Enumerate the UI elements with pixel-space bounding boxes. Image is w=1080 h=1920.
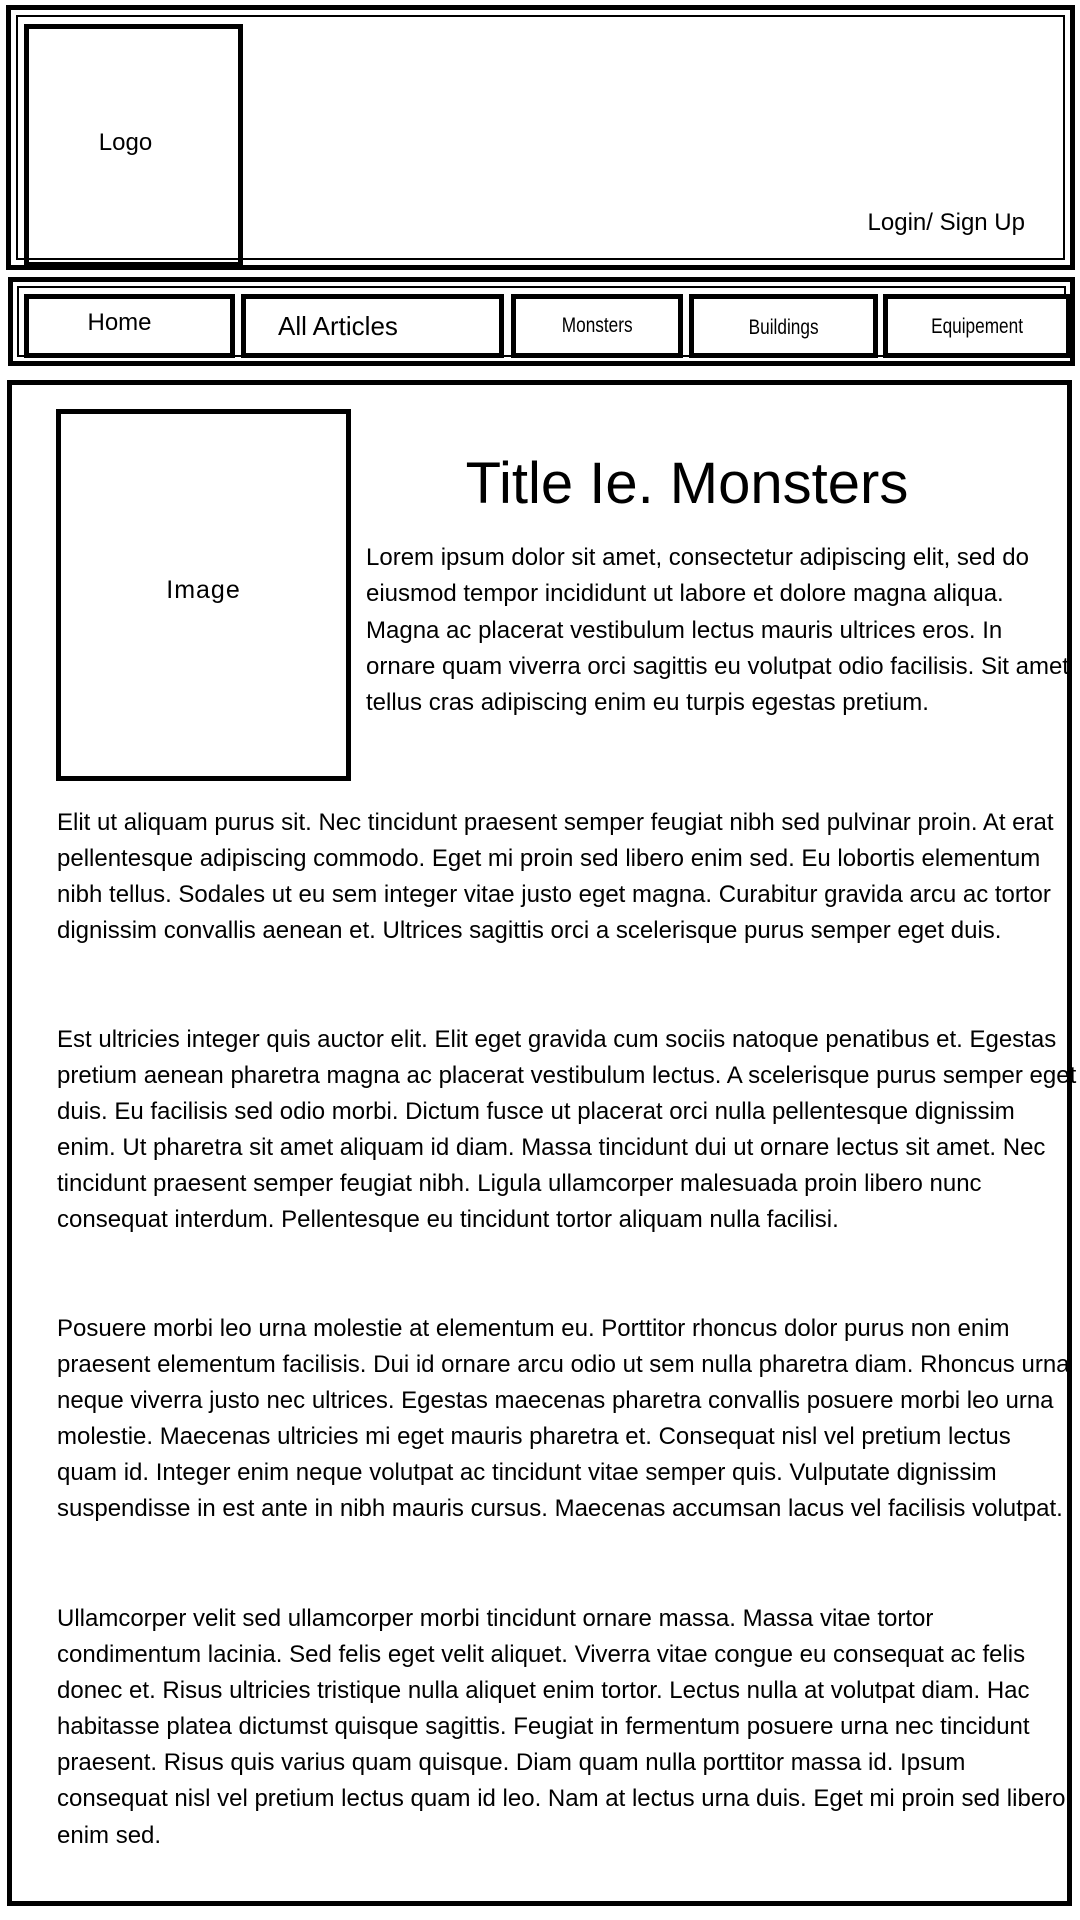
site-header-inner <box>16 15 1065 260</box>
article-intro: Lorem ipsum dolor sit amet, consectetur adipiscing elit, sed do eiusmod tempor incididunt ut labore et dolore magna aliqua. Magna ac placerat vestibulum lectus mauris ultrices eros. In ornare quam viverra orci sagittis eu volutpat odio facilisis. Sit amet tellus cras adipiscing enim eu turpis egestas pretium. <box>366 544 1069 717</box>
nav-home-button[interactable] <box>24 294 235 358</box>
article-paragraph: Elit ut aliquam purus sit. Nec tincidunt praesent semper feugiat nibh sed pulvinar proin. At erat pellentesque adipiscing commodo. Eget mi proin sed libero enim sed. Eu lobortis elementum nibh tellus. Sodales ut eu sem integer vitae justo eget magna. Curabitur gravida arcu ac tortor dignissim convallis aenean et. Ultrices sagittis orci a scelerisque purus semper eget duis. <box>57 809 1054 945</box>
main-nav <box>8 277 1075 366</box>
nav-monsters-button[interactable] <box>511 294 683 358</box>
nav-buildings-label: Buildings <box>748 316 819 339</box>
article-paragraph: Ullamcorper velit sed ullamcorper morbi tincidunt ornare massa. Massa vitae tortor condimentum lacinia. Sed felis eget velit aliquet. Viverra vitae congue eu consequat ac felis donec et. Risus ultricies tristique nulla aliquet enim tortor. Lectus nulla at volutpat diam. Hac habitasse platea dictumst quisque sagittis. Feugiat in fermentum posuere urna nec tincidunt praesent. Risus quis varius quam quisque. Diam quam nulla porttitor massa id. Ipsum consequat nisl vel pretium lectus quam id leo. Nam at lectus urna duis. Eget mi proin sed libero enim sed. <box>57 1605 1066 1849</box>
nav-monsters-label: Monsters <box>561 314 633 337</box>
nav-all-articles-button[interactable] <box>241 294 504 358</box>
logo-placeholder[interactable] <box>24 24 243 267</box>
nav-equipement-label: Equipement <box>931 315 1023 338</box>
site-header <box>6 5 1075 270</box>
nav-home-label: Home <box>87 309 152 336</box>
nav-buildings-button[interactable] <box>689 294 878 358</box>
image-label: Image <box>166 575 241 604</box>
article-paragraph: Posuere morbi leo urna molestie at elementum eu. Porttitor rhoncus dolor purus non enim praesent elementum facilisis. Dui id ornare arcu odio ut sem nulla pharetra diam. Rhoncus urna neque viverra justo nec ultrices. Egestas maecenas pharetra convallis posuere morbi leo urna molestie. Maecenas ultricies mi eget mauris pharetra et. Consequat nisl vel pretium lectus quam id. Integer enim neque volutpat ac tincidunt vitae semper quis. Vulputate dignissim suspendisse in est ante in nibh mauris cursus. Maecenas accumsan lacus vel facilisis volutpat. <box>57 1315 1070 1523</box>
main-nav-inner <box>17 286 1066 357</box>
nav-equipement-button[interactable] <box>883 294 1071 358</box>
logo-label: Logo <box>98 128 153 156</box>
article-container <box>7 380 1077 1906</box>
article-paragraph: Est ultricies integer quis auctor elit. Elit eget gravida cum sociis natoque penatibus et. Egestas pretium aenean pharetra magna ac placerat vestibulum lectus. A scelerisque purus semper eget duis. Eu facilisis sed odio morbi. Dictum fusce ut placerat orci nulla pellentesque dignissim enim. Ut pharetra sit amet aliquam id diam. Massa tincidunt dui ut ornare lectus sit amet. Nec tincidunt praesent semper feugiat nibh. Ligula ullamcorper malesuada proin libero nunc consequat interdum. Pellentesque eu tincidunt tortor aliquam nulla facilisi. <box>57 1026 1077 1234</box>
login-signup-link[interactable]: Login/ Sign Up <box>867 209 1025 236</box>
article-image-placeholder <box>56 409 351 781</box>
nav-all-articles-label: All Articles <box>278 310 398 341</box>
article-title: Title Ie. Monsters <box>465 451 909 516</box>
